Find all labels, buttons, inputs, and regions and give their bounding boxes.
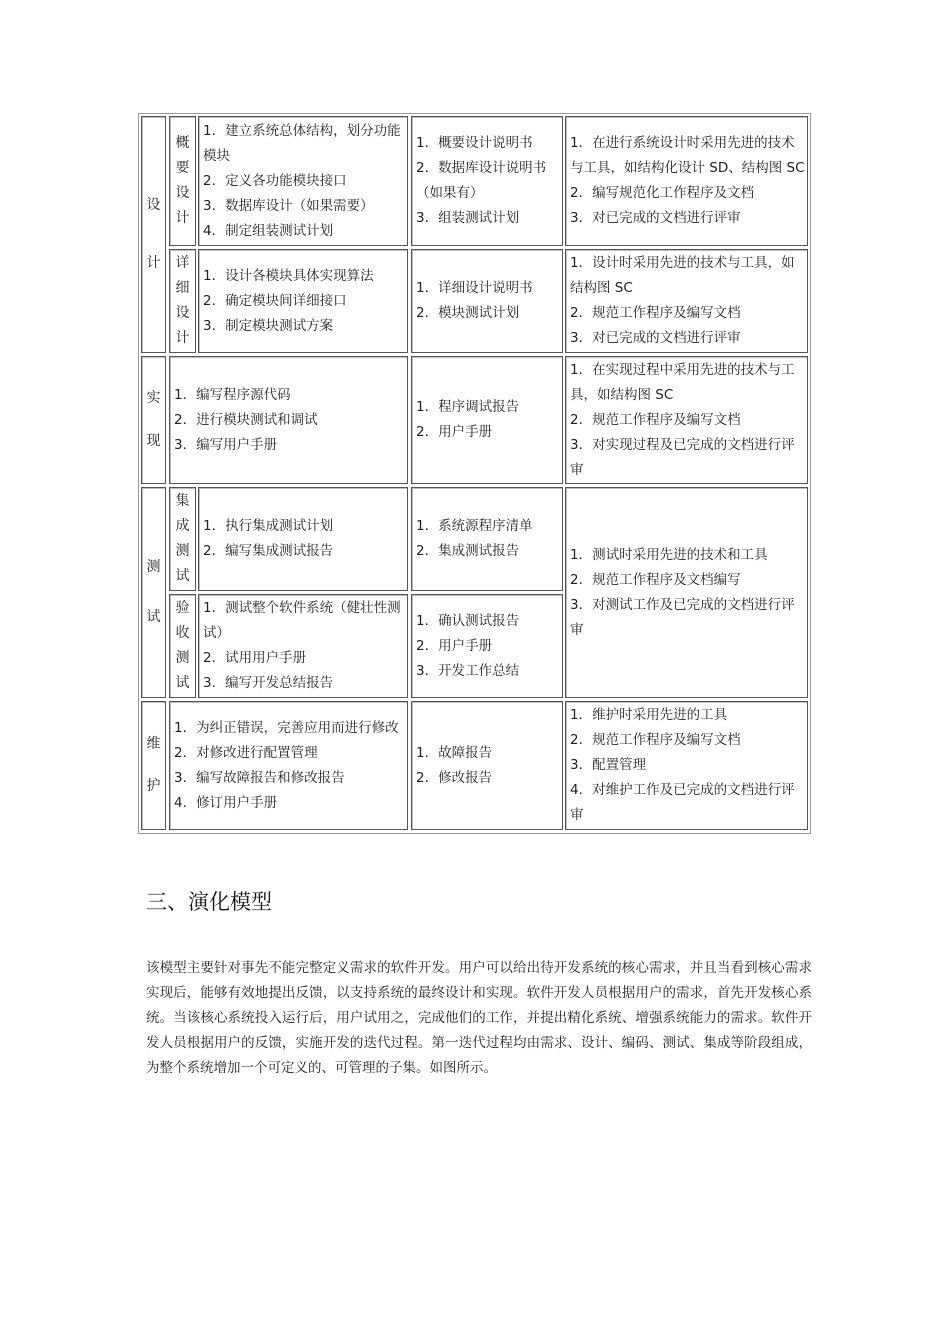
docs-list-integration <box>416 488 560 590</box>
tasks-list-integration <box>203 488 405 590</box>
text-line: 2．修改报告 <box>416 769 493 786</box>
text-line: 2．编写规范化工作程序及文档 <box>570 185 755 201</box>
text-line: 2．确定模块间详细接口 <box>203 292 347 309</box>
docs-cell-integration <box>411 487 563 591</box>
subphase-label-integration <box>170 488 195 590</box>
quality-cell-maintain <box>565 701 808 830</box>
tasks-cell-outline <box>198 116 408 246</box>
text-line: 1．设计时采用先进的技术与工具，如结构图 SC <box>570 255 795 296</box>
text-line: 3．制定模块测试方案 <box>203 317 334 334</box>
text-line: 1．测试时采用先进的技术和工具 <box>570 546 768 563</box>
text-line: 2．进行模块测试和调试 <box>174 411 318 428</box>
text-line: 现 <box>146 433 161 449</box>
text-line: 维 <box>146 736 161 753</box>
tasks-list-maintain <box>174 702 405 829</box>
docs-list-acceptance <box>416 595 560 697</box>
text-line: 测 <box>175 543 190 559</box>
docs-list-maintain <box>416 702 560 829</box>
text-line: 2．试用用户手册 <box>203 650 307 666</box>
quality-list-test <box>570 488 805 697</box>
text-line: 验 <box>175 600 190 616</box>
tasks-list-detail <box>203 250 405 352</box>
phase-cell-implement <box>141 356 166 484</box>
text-line: 1．概要设计说明书 <box>416 135 533 151</box>
text-line: 3．编写故障报告和修改报告 <box>174 769 345 786</box>
phase-cell-maintain <box>141 701 166 830</box>
text-line: 3．对测试工作及已完成的文档进行评审 <box>570 596 795 638</box>
tasks-cell-maintain <box>169 701 408 830</box>
text-line: 1．系统源程序清单 <box>416 518 533 534</box>
subphase-cell-outline <box>169 116 196 246</box>
text-line: 1．程序调试报告 <box>416 399 520 415</box>
text-line: 设 <box>175 305 190 321</box>
text-line: 3．开发工作总结 <box>416 662 520 679</box>
text-line: 成 <box>175 518 190 534</box>
text-line: 要 <box>175 160 190 176</box>
subphase-label-outline <box>170 117 195 245</box>
section-heading: 三、演化模型 <box>146 890 272 914</box>
text-line: 测 <box>175 650 190 666</box>
text-line: 2．对修改进行配置管理 <box>174 744 318 761</box>
text-line: 实 <box>146 390 161 406</box>
text-line: 2．用户手册 <box>416 424 493 440</box>
phase-cell-design <box>141 116 166 353</box>
quality-cell-implement <box>565 356 808 484</box>
text-line: 设 <box>175 185 190 201</box>
quality-list-implement <box>570 357 805 483</box>
phase-cell-test <box>141 487 166 698</box>
text-line: 3．配置管理 <box>570 757 647 773</box>
text-line: 试 <box>175 568 190 584</box>
text-line: 计 <box>175 210 190 226</box>
text-line: 3．对实现过程及已完成的文档进行评审 <box>570 436 795 478</box>
text-line: 计 <box>146 254 161 271</box>
quality-cell-outline <box>565 116 808 246</box>
text-line: 详 <box>175 255 190 271</box>
text-line: 3．编写开发总结报告 <box>203 675 334 691</box>
text-line: 1．测试整个软件系统（健壮性测试） <box>203 600 401 641</box>
text-line: 3．对已完成的文档进行评审 <box>570 330 741 346</box>
phase-label-maintain <box>142 702 165 829</box>
phase-label-test <box>142 488 165 697</box>
text-line: 1．故障报告 <box>416 744 493 761</box>
text-line: 2．编写集成测试报告 <box>203 543 334 559</box>
text-line: 3．组装测试计划 <box>416 210 520 226</box>
docs-cell-maintain <box>411 701 563 830</box>
docs-cell-acceptance <box>411 594 563 698</box>
text-line: 概 <box>175 135 190 151</box>
text-line: 2．用户手册 <box>416 637 493 654</box>
text-line: 1．在进行系统设计时采用先进的技术与工具，如结构化设计 SD、结构图 SC <box>570 135 805 176</box>
text-line: 2．定义各功能模块接口 <box>203 172 347 189</box>
text-line: 设 <box>146 197 161 214</box>
text-line: 2．模块测试计划 <box>416 305 520 321</box>
text-line: 3．数据库设计（如果需要） <box>203 197 374 214</box>
docs-cell-outline <box>411 116 563 246</box>
text-line: 1．维护时采用先进的工具 <box>570 707 728 723</box>
text-line: 1．为纠正错误，完善应用而进行修改 <box>174 719 399 736</box>
phase-label-design <box>142 117 165 352</box>
text-line: 4．对维护工作及已完成的文档进行评审 <box>570 782 795 823</box>
text-line: 2．规范工作程序及编写文档 <box>570 411 741 428</box>
text-line: 1．确认测试报告 <box>416 612 520 629</box>
subphase-label-detail <box>170 250 195 352</box>
subphase-cell-integration <box>169 487 196 591</box>
tasks-cell-integration <box>198 487 408 591</box>
text-line: 2．数据库设计说明书（如果有） <box>416 160 547 201</box>
tasks-list-acceptance <box>203 595 405 697</box>
tasks-list-implement <box>174 357 405 483</box>
text-line: 3．编写用户手册 <box>174 436 278 453</box>
text-line: 3．对已完成的文档进行评审 <box>570 210 741 226</box>
tasks-list-outline <box>203 117 405 245</box>
quality-list-detail <box>570 250 805 352</box>
tasks-cell-implement <box>169 356 408 484</box>
text-line: 4．修订用户手册 <box>174 794 278 811</box>
text-line: 4．制定组装测试计划 <box>203 222 334 239</box>
text-line: 收 <box>175 625 190 641</box>
subphase-cell-detail <box>169 249 196 353</box>
subphase-cell-acceptance <box>169 594 196 698</box>
text-line: 1．详细设计说明书 <box>416 280 533 296</box>
docs-list-outline <box>416 117 560 245</box>
tasks-cell-acceptance <box>198 594 408 698</box>
text-line: 2．规范工作程序及文档编写 <box>570 571 741 588</box>
text-line: 护 <box>146 777 161 794</box>
docs-list-detail <box>416 250 560 352</box>
text-line: 1．设计各模块具体实现算法 <box>203 267 374 284</box>
text-line: 试 <box>146 608 161 625</box>
text-line: 2．规范工作程序及编写文档 <box>570 732 741 748</box>
quality-list-maintain <box>570 702 805 829</box>
quality-cell-test <box>565 487 808 698</box>
quality-cell-detail <box>565 249 808 353</box>
docs-list-implement <box>416 357 560 483</box>
quality-list-outline <box>570 117 805 245</box>
docs-cell-implement <box>411 356 563 484</box>
text-line: 集 <box>175 493 190 509</box>
text-line: 测 <box>146 559 161 576</box>
subphase-label-acceptance <box>170 595 195 697</box>
docs-cell-detail <box>411 249 563 353</box>
section-paragraph: 该模型主要针对事先不能完整定义需求的软件开发。用户可以给出待开发系统的核心需求，并且当看到核心需求实现后，能够有效地提出反馈，以支持系统的最终设计和实现。软件开发人员根据用户的需求，首先开发核心系统。当该核心系统投入运行后，用户试用之，完成他们的工作，并提出精化系统、增强系统能力的需求。软件开发人员根据用户的反馈，实施开发的迭代过程。第一迭代过程均由需求、设计、编码、测试、集成等阶段组成，为整个系统增加一个可定义的、可管理的子集。如图所示。 <box>146 960 812 1076</box>
text-line: 计 <box>175 330 190 346</box>
text-line: 细 <box>175 280 190 296</box>
text-line: 试 <box>175 675 190 691</box>
text-line: 1．在实现过程中采用先进的技术与工具，如结构图 SC <box>570 361 795 403</box>
tasks-cell-detail <box>198 249 408 353</box>
text-line: 1．执行集成测试计划 <box>203 518 334 534</box>
text-line: 1．编写程序源代码 <box>174 386 291 403</box>
text-line: 2．集成测试报告 <box>416 543 520 559</box>
text-line: 1．建立系统总体结构，划分功能模块 <box>203 122 401 164</box>
text-line: 2．规范工作程序及编写文档 <box>570 305 741 321</box>
phase-label-implement <box>142 357 165 483</box>
